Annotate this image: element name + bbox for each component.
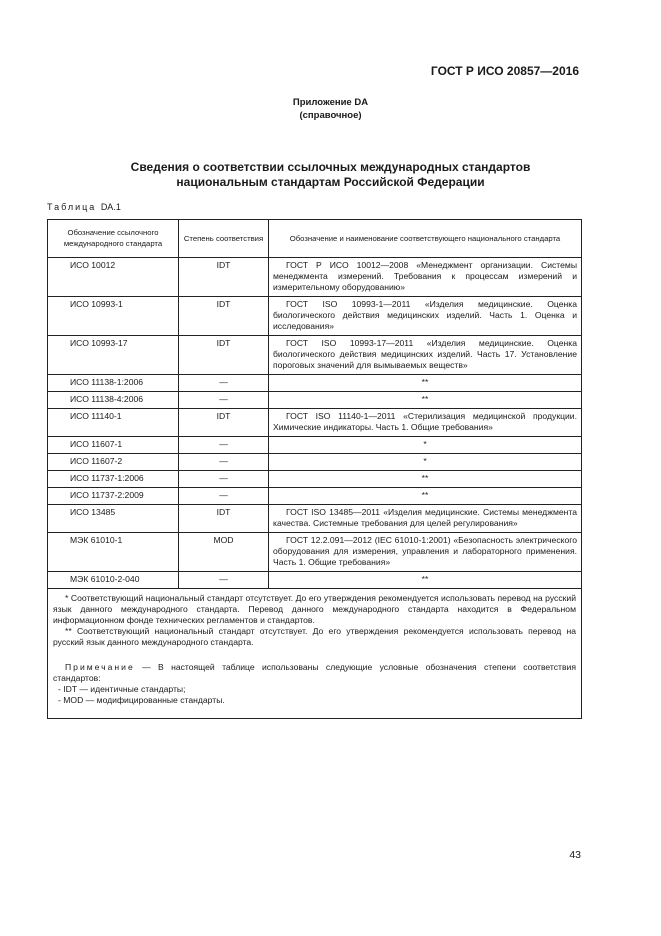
national-standard-cell: ** [269,488,582,505]
table-row [48,409,582,437]
degree-cell: — [179,488,269,505]
table-row [48,258,582,297]
degree-cell: IDT [179,505,269,533]
reference-cell: ИСО 13485 [48,505,179,533]
table-row [48,297,582,336]
national-standard-cell: ** [269,572,582,589]
section-title [0,160,661,190]
note-label: Примечание [65,662,135,672]
reference-cell: ИСО 10993-1 [48,297,179,336]
section-title-line-2: национальным стандартам Российской Федерации [176,175,485,189]
table-row [48,454,582,471]
column-header-national: Обозначение и наименование соответствующего национального стандарта [269,220,582,258]
national-standard-cell: * [269,454,582,471]
reference-cell: ИСО 11138-4:2006 [48,392,179,409]
reference-cell: ИСО 10012 [48,258,179,297]
degree-cell: IDT [179,258,269,297]
degree-cell: — [179,572,269,589]
degree-cell: IDT [179,409,269,437]
footnote-single-star: * Соответствующий национальный стандарт отсутствует. До его утверждения рекомендуется использовать перевод на русский язык данного международного стандарта. Перевод данного международного стандарта находится в Федеральном информационном фонде технических регламентов и стандартов. [53,593,576,625]
national-standard-cell: ГОСТ 12.2.091—2012 (IEC 61010-1:2001) «Безопасность электрического оборудования для измерения, управления и лабораторного применения. Часть 1. Общие требования» [269,533,582,572]
degree-cell: — [179,454,269,471]
national-standard-cell: ГОСТ Р ИСО 10012—2008 «Менеджмент организации. Системы менеджмента измерений. Требования к процессам измерений и измерительному оборудованию» [269,258,582,297]
degree-cell: — [179,437,269,454]
section-title-line-1: Сведения о соответствии ссылочных международных стандартов [130,160,531,174]
national-standard-cell: ГОСТ ISO 13485—2011 «Изделия медицинские. Системы менеджмента качества. Системные требования для целей регулирования» [269,505,582,533]
correspondence-table [47,219,582,719]
table-row [48,437,582,454]
national-standard-cell: ** [269,392,582,409]
table-row [48,471,582,488]
standard-code: ГОСТ Р ИСО 20857—2016 [430,64,579,78]
annex-subtitle: (справочное) [299,110,362,121]
page-number: 43 [569,849,581,861]
national-standard-cell: ** [269,375,582,392]
degree-cell: MOD [179,533,269,572]
table-caption-label: Таблица [47,202,97,212]
table-row [48,505,582,533]
note-item-mod: - MOD — модифицированные стандарты. [58,695,225,705]
national-standard-cell: ГОСТ ISO 10993-1—2011 «Изделия медицинские. Оценка биологического действия медицинских изделий. Часть 1. Оценка и исследования» [269,297,582,336]
national-standard-cell: ГОСТ ISO 10993-17—2011 «Изделия медицинские. Оценка биологического действия медицинских изделий. Часть 17. Установление пороговых значений для вымываемых веществ» [269,336,582,375]
degree-cell: IDT [179,297,269,336]
reference-cell: ИСО 11138-1:2006 [48,375,179,392]
column-header-reference: Обозначение ссылочного международного стандарта [48,220,179,258]
table-row [48,375,582,392]
table-notes-row [48,589,582,719]
table-note [53,662,576,684]
national-standard-cell: * [269,437,582,454]
table-header-row [48,220,582,258]
footnote-double-star: ** Соответствующий национальный стандарт отсутствует. До его утверждения рекомендуется использовать перевод на русский язык данного международного стандарта. [53,626,576,647]
reference-cell: ИСО 10993-17 [48,336,179,375]
table-row [48,392,582,409]
table-row [48,488,582,505]
table-notes-cell [48,589,582,719]
degree-cell: IDT [179,336,269,375]
table-caption-number: DA.1 [100,202,121,212]
annex-heading [0,96,661,122]
reference-cell: МЭК 61010-2-040 [48,572,179,589]
reference-cell: ИСО 11607-1 [48,437,179,454]
reference-cell: ИСО 11737-2:2009 [48,488,179,505]
reference-cell: ИСО 11607-2 [48,454,179,471]
national-standard-cell: ГОСТ ISO 11140-1—2011 «Стерилизация медицинской продукции. Химические индикаторы. Часть 1. Общие требования» [269,409,582,437]
degree-cell: — [179,375,269,392]
table-row [48,572,582,589]
table-row [48,533,582,572]
reference-cell: МЭК 61010-1 [48,533,179,572]
column-header-degree: Степень соответствия [179,220,269,258]
annex-title: Приложение DA [292,97,369,108]
note-item-idt: - IDT — идентичные стандарты; [58,684,186,694]
note-text: — В настоящей таблице использованы следующие условные обозначения степени соответствия стандартов: [53,662,576,683]
reference-cell: ИСО 11737-1:2006 [48,471,179,488]
degree-cell: — [179,392,269,409]
national-standard-cell: ** [269,471,582,488]
degree-cell: — [179,471,269,488]
reference-cell: ИСО 11140-1 [48,409,179,437]
table-caption [47,202,121,212]
table-row [48,336,582,375]
